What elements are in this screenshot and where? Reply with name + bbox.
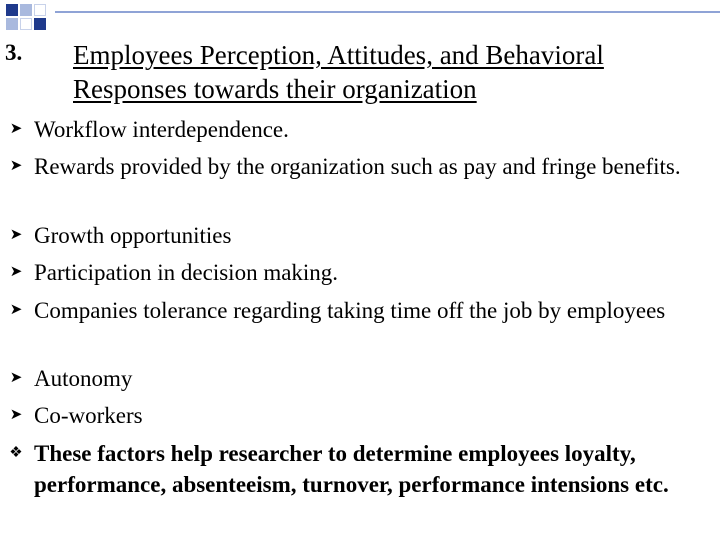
header-rule <box>55 11 720 13</box>
bullet-text: Workflow interdependence. <box>34 117 289 142</box>
arrow-bullet-icon: ➤ <box>9 264 23 280</box>
arrow-bullet-icon: ➤ <box>9 407 23 423</box>
arrow-bullet-icon: ➤ <box>9 121 23 137</box>
arrow-bullet-icon: ➤ <box>9 227 23 243</box>
arrow-bullet-icon: ➤ <box>9 158 23 174</box>
slide-number: 3. <box>5 40 23 65</box>
corner-decoration <box>0 0 720 40</box>
slide-title: Employees Perception, Attitudes, and Behavioral Responses towards their organization <box>73 40 604 104</box>
decor-square <box>34 18 46 30</box>
bullet-text: Autonomy <box>34 366 133 391</box>
decor-square <box>6 4 18 16</box>
decor-square <box>6 18 18 30</box>
arrow-bullet-icon: ➤ <box>9 302 23 318</box>
bullet-text: Co-workers <box>34 403 143 428</box>
bullet-text: These factors help researcher to determine employees loyalty, performance, absenteeism, turnover, performance intensions etc. <box>34 441 669 497</box>
bullet-text: Growth opportunities <box>34 223 232 248</box>
decor-square <box>20 18 32 30</box>
decor-square <box>20 4 32 16</box>
bullet-text: Rewards provided by the organization such as pay and fringe benefits. <box>34 154 681 179</box>
decor-square <box>34 4 46 16</box>
bullet-text: Companies tolerance regarding taking time off the job by employees <box>34 298 666 323</box>
diamond-bullet-icon: ❖ <box>9 445 23 461</box>
bullet-text: Participation in decision making. <box>34 260 339 285</box>
arrow-bullet-icon: ➤ <box>9 370 23 386</box>
